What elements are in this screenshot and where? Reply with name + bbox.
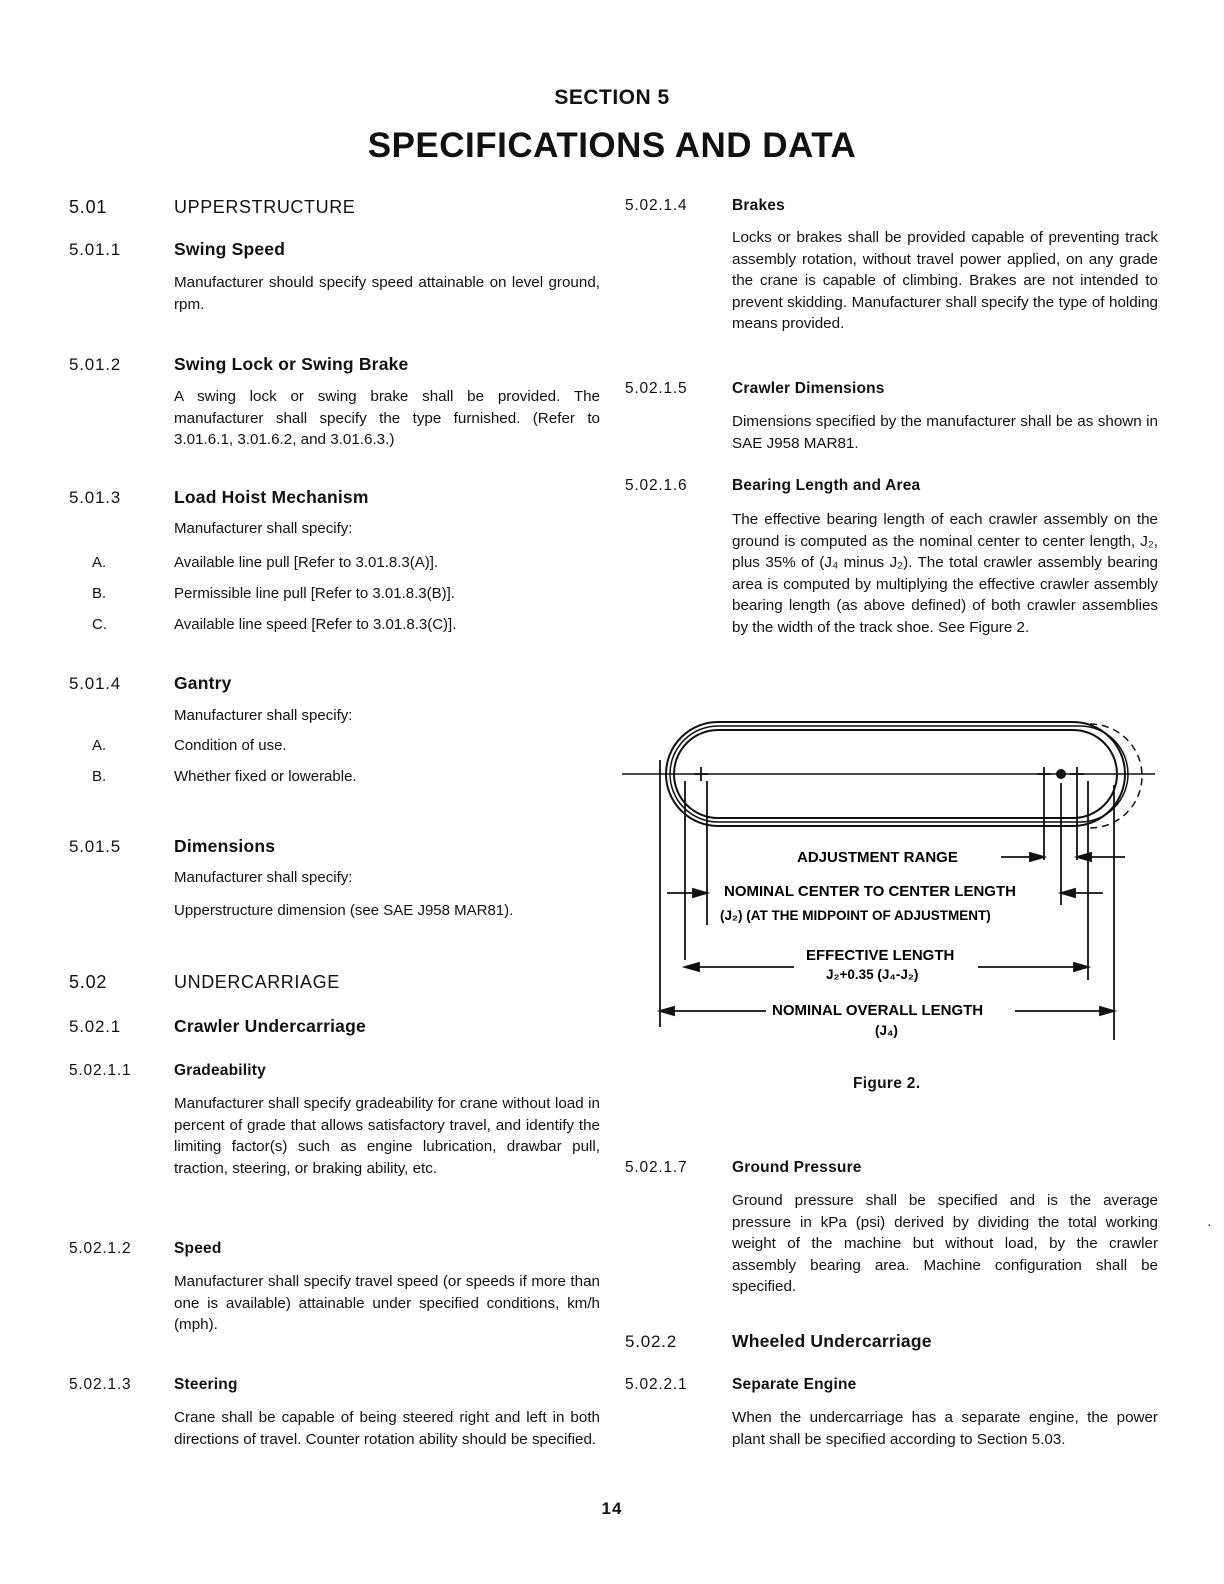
section-body: Dimensions specified by the manufacturer shall be as shown in SAE J958 MAR81. (732, 413, 1158, 452)
list-letter: A. (92, 554, 107, 571)
list-item: Permissible line pull [Refer to 3.01.8.3(B)]. (174, 585, 455, 602)
section-heading: Gantry (174, 673, 232, 693)
section-heading: Wheeled Undercarriage (732, 1331, 932, 1351)
effective-length-formula: J₂+0.35 (J₄-J₂) (826, 967, 919, 982)
section-number: 5.01.2 (69, 355, 122, 374)
section-number: 5.01.4 (69, 674, 122, 693)
section-number: 5.02.1.3 (69, 1376, 132, 1393)
section-body: Manufacturer shall specify travel speed (or speeds if more than one is available) attainable under specified conditions, km/h (mph). (174, 1273, 600, 1333)
section-number: 5.02.1.4 (625, 197, 688, 214)
section-heading: Brakes (732, 197, 785, 214)
section-number: 5.02.2.1 (625, 1376, 688, 1393)
section-heading: Ground Pressure (732, 1159, 862, 1176)
section-intro: Manufacturer shall specify: (174, 707, 353, 724)
crawler-length-diagram (620, 715, 1160, 1045)
section-body: The effective bearing length of each crawler assembly on the ground is computed as the nominal center to center length, J₂, plus 35% of (J₄ minus J₂). The total crawler assembly bearing area is computed by multiplying the effective crawler assembly bearing length (as above defined) of both crawler assemblies by the width of the track shoe. See Figure 2. (732, 511, 1158, 636)
list-letter: B. (92, 768, 107, 785)
section-heading: Load Hoist Mechanism (174, 487, 369, 507)
section-body: A swing lock or swing brake shall be provided. The manufacturer shall specify the type furnished. (Refer to 3.01.6.1, 3.01.6.2, and 3.01.6.3.) (174, 388, 600, 448)
section-heading: Gradeability (174, 1062, 266, 1079)
list-item: Available line pull [Refer to 3.01.8.3(A)]. (174, 554, 439, 571)
list-item: Available line speed [Refer to 3.01.8.3(C)]. (174, 616, 457, 633)
section-heading: UPPERSTRUCTURE (174, 197, 356, 217)
section-heading: Separate Engine (732, 1376, 857, 1393)
section-heading: Dimensions (174, 836, 276, 856)
section-heading: Crawler Undercarriage (174, 1016, 366, 1036)
list-letter: B. (92, 585, 107, 602)
section-intro: Manufacturer shall specify: (174, 869, 353, 886)
margin-mark: · (1207, 1216, 1212, 1232)
nominal-center-sub-label: (J₂) (AT THE MIDPOINT OF ADJUSTMENT) (720, 908, 991, 923)
section-number: 5.02.1.6 (625, 477, 688, 494)
section-body: Ground pressure shall be specified and is the average pressure in kPa (psi) derived by dividing the total working weight of the machine but without load, by the crawler assembly bearing area. Machine configuration shall be specified. (732, 1192, 1158, 1295)
section-heading: Speed (174, 1240, 222, 1257)
sprocket-center-mark (1056, 769, 1066, 779)
section-number: 5.02.1.5 (625, 380, 688, 397)
section-number: 5.02 (69, 972, 108, 992)
section-number: 5.01 (69, 197, 108, 217)
section-label: SECTION 5 (554, 86, 670, 109)
figure-caption: Figure 2. (853, 1075, 921, 1092)
section-heading: Crawler Dimensions (732, 380, 885, 397)
section-body: Manufacturer shall specify gradeability for crane without load in percent of grade that allows satisfactory travel, and identify the limiting factor(s) such as engine lubrication, drawbar pull, traction, steering, or braking ability, etc. (174, 1095, 600, 1177)
list-item: Whether fixed or lowerable. (174, 768, 357, 785)
section-number: 5.02.2 (625, 1332, 678, 1351)
section-body: Crane shall be capable of being steered right and left in both directions of travel. Counter rotation ability should be specified. (174, 1409, 600, 1448)
section-intro: Manufacturer shall specify: (174, 520, 353, 537)
section-number: 5.02.1 (69, 1017, 122, 1036)
section-heading: Steering (174, 1376, 238, 1393)
section-body: Locks or brakes shall be provided capable of preventing track assembly rotation, without travel power applied, on any grade the crane is capable of climbing. Brakes are not intended to prevent skidding. Manufacturer shall specify the type of holding means provided. (732, 229, 1158, 332)
page-number: 14 (601, 1499, 623, 1518)
section-heading: Bearing Length and Area (732, 477, 921, 494)
section-number: 5.01.5 (69, 837, 122, 856)
nominal-center-label: NOMINAL CENTER TO CENTER LENGTH (724, 883, 1016, 900)
list-letter: C. (92, 616, 107, 633)
section-number: 5.01.1 (69, 240, 122, 259)
section-number: 5.02.1.7 (625, 1159, 688, 1176)
effective-length-label: EFFECTIVE LENGTH (806, 947, 955, 964)
section-body: Manufacturer should specify speed attainable on level ground, rpm. (174, 274, 600, 313)
list-item: Condition of use. (174, 737, 287, 754)
nominal-overall-sub-label: (J₄) (875, 1023, 898, 1038)
adjustment-range-label: ADJUSTMENT RANGE (797, 849, 958, 866)
nominal-overall-label: NOMINAL OVERALL LENGTH (772, 1002, 984, 1019)
section-number: 5.02.1.1 (69, 1062, 132, 1079)
section-line: Upperstructure dimension (see SAE J958 MAR81). (174, 902, 514, 919)
section-heading: UNDERCARRIAGE (174, 972, 340, 992)
section-heading: Swing Lock or Swing Brake (174, 354, 409, 374)
section-body: When the undercarriage has a separate engine, the power plant shall be specified according to Section 5.03. (732, 1409, 1158, 1448)
section-number: 5.01.3 (69, 488, 122, 507)
page-title: SPECIFICATIONS AND DATA (367, 126, 857, 165)
section-number: 5.02.1.2 (69, 1240, 132, 1257)
section-heading: Swing Speed (174, 239, 286, 259)
list-letter: A. (92, 737, 107, 754)
